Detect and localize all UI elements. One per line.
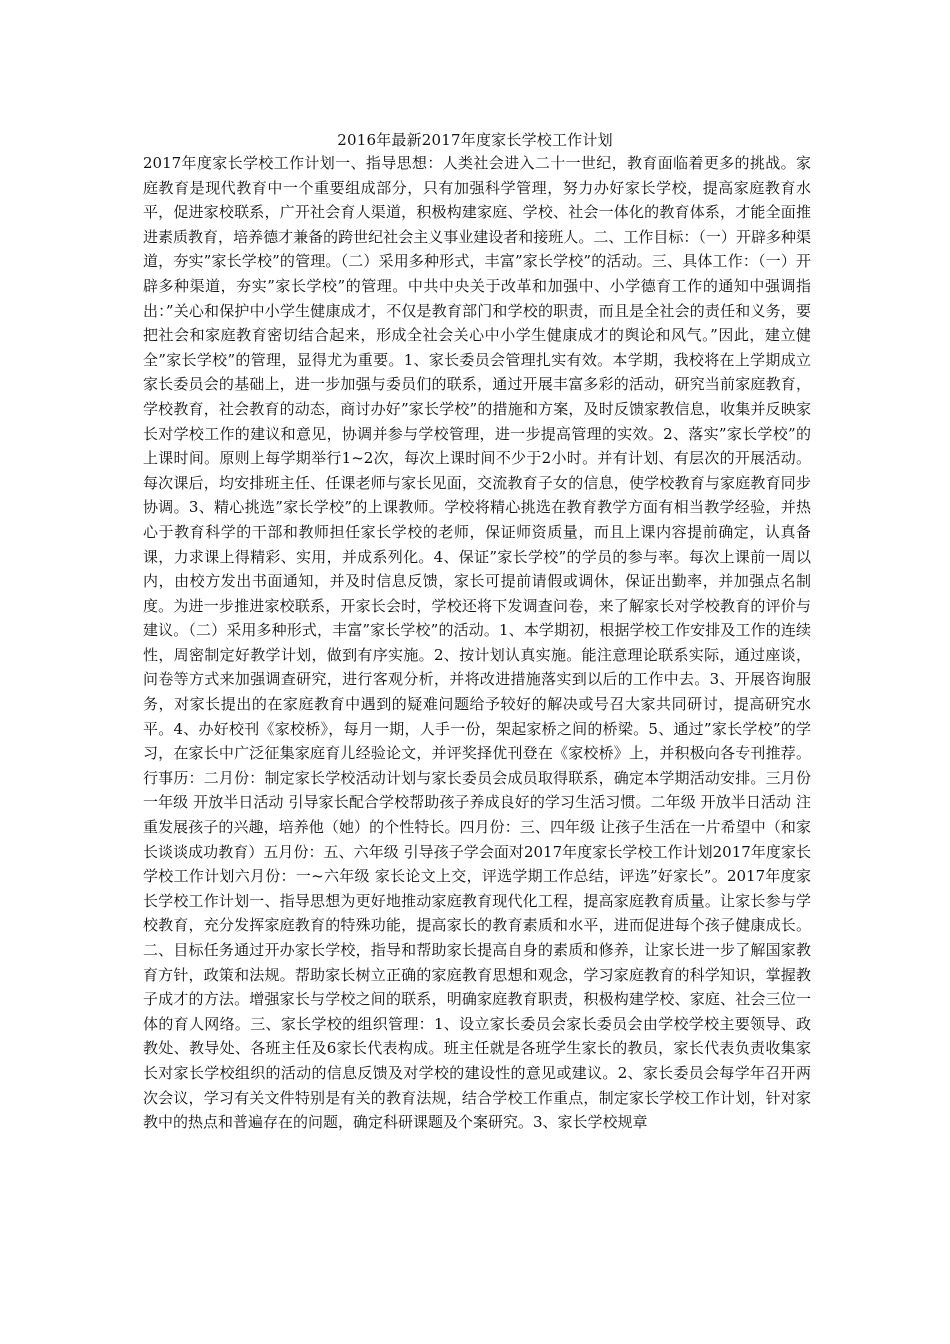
document-body-text: 2017年度家长学校工作计划一、指导思想：人类社会进入二十一世纪，教育面临着更多的挑战。家庭教育是现代教育中一个重要组成部分，只有加强科学管理，努力办好家长学校，提高家庭教育水平，促进家校联系，广开社会育人渠道，积极构建家庭、学校、社会一体化的教育体系，才能全面推进素质教育，培养德才兼备的跨世纪社会主义事业建设者和接班人。二、工作目标：（一）开辟多种渠道，夯实”家长学校”的管理。（二）采用多种形式，丰富”家长学校”的活动。三、具体工作：（一）开辟多种渠道，夯实”家长学校”的管理。中共中央关于改革和加强中、小学德育工作的通知中强调指出：”关心和保护中小学生健康成才，不仅是教育部门和学校的职责，而且是全社会的责任和义务，要把社会和家庭教育密切结合起来，形成全社会关心中小学生健康成才的舆论和风气。”因此，建立健全”家长学校”的管理，显得尤为重要。1、家长委员会管理扎实有效。本学期，我校将在上学期成立家长委员会的基础上，进一步加强与委员们的联系，通过开展丰富多彩的活动，研究当前家庭教育，学校教育，社会教育的动态，商讨办好”家长学校”的措施和方案，及时反馈家教信息，收集并反映家长对学校工作的建议和意见，协调并参与学校管理，进一步提高管理的实效。2、落实”家长学校”的上课时间。原则上每学期举行1~2次，每次上课时间不少于2小时。并有计划、有层次的开展活动。每次课后，均安排班主任、任课老师与家长见面，交流教育子女的信息，使学校教育与家庭教育同步协调。3、精心挑选”家长学校”的上课教师。学校将精心挑选在教育教学方面有相当教学经验，并热心于教育科学的干部和教师担任家长学校的老师，保证师资质量，而且上课内容提前确定，认真备课，力求课上得精彩、实用，并成系列化。4、保证”家长学校”的学员的参与率。每次上课前一周以内，由校方发出书面通知，并及时信息反馈，家长可提前请假或调休，保证出勤率，并加强点名制度。为进一步推进家校联系，开家长会时，学校还将下发调查问卷，来了解家长对学校教育的评价与建议。（二）采用多种形式，丰富”家长学校”的活动。1、本学期初，根据学校工作安排及工作的连续性，周密制定好教学计划，做到有序实施。2、按计划认真实施。能注意理论联系实际，通过座谈，问卷等方式来加强调查研究，进行客观分析，并将改进措施落实到以后的工作中去。3、开展咨询服务，对家长提出的在家庭教育中遇到的疑难问题给予较好的解决或号召大家共同研讨，提高研究水平。4、办好校刊《家校桥》，每月一期，人手一份，架起家桥之间的桥梁。5、通过”家长学校”的学习，在家长中广泛征集家庭育儿经验论文，并评奖择优刊登在《家校桥》上，并积极向各专刊推荐。行事历：二月份：制定家长学校活动计划与家长委员会成员取得联系，确定本学期活动安排。三月份一年级 开放半日活动 引导家长配合学校帮助孩子养成良好的学习生活习惯。二年级 开放半日活动 注重发展孩子的兴趣，培养他（她）的个性特长。四月份：三、四年级 让孩子生活在一片希望中（和家长谈谈成功教育）五月份：五、六年级 引导孩子学会面对2017年度家长学校工作计划2017年度家长学校工作计划六月份：一~六年级 家长论文上交，评选学期工作总结，评选”好家长”。2017年度家长学校工作计划一、指导思想为更好地推动家庭教育现代化工程，提高家庭教育质量。让家长参与学校教育，充分发挥家庭教育的特殊功能，提高家长的教育素质和水平，进而促进每个孩子健康成长。二、目标任务通过开办家长学校，指导和帮助家长提高自身的素质和修养，让家长进一步了解国家教育方针，政策和法规。帮助家长树立正确的家庭教育思想和观念，学习家庭教育的科学知识，掌握教子成才的方法。增强家长与学校之间的联系，明确家庭教育职责，积极构建学校、家庭、社会三位一体的育人网络。三、家长学校的组织管理：1、设立家长委员会家长委员会由学校学校主要领导、政教处、教导处、各班主任及6家长代表构成。班主任就是各班学生家长的教员，家长代表负责收集家长对家长学校组织的活动的信息反馈及对学校的建设性的意见或建议。2、家长委员会每学年召开两次会议，学习有关文件特别是有关的教育法规，结合学校工作重点，制定家长学校工作计划，针对家教中的热点和普遍存在的问题，确定科研课题及个案研究。3、家长学校规章: [143, 154, 811, 1132]
document-title: 2016年最新2017年度家长学校工作计划: [337, 131, 613, 149]
